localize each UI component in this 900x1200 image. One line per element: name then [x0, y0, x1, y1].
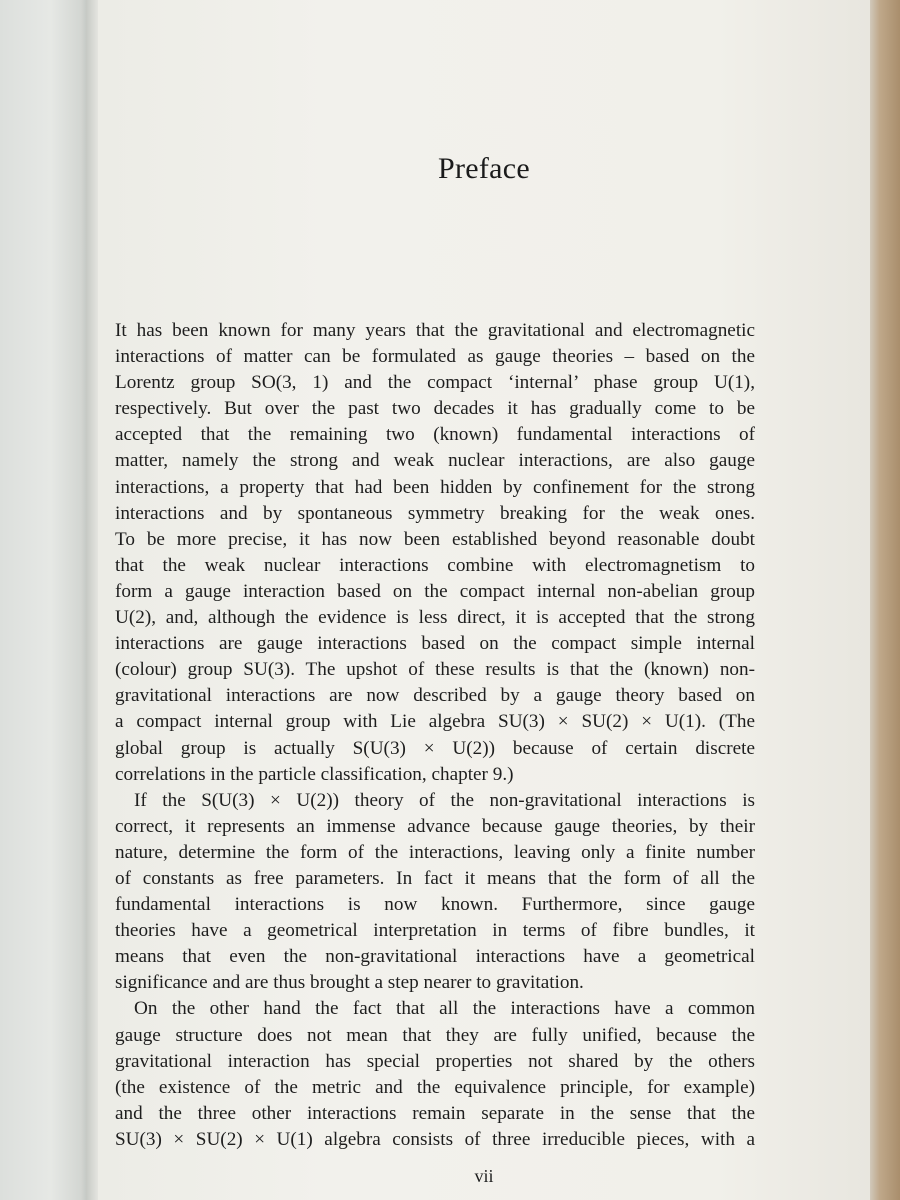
text-line: (the existence of the metric and the equivalence principle, for example) — [115, 1076, 755, 1098]
right-page-edge — [866, 0, 900, 1200]
text-line: (colour) group SU(3). The upshot of these results is that the (known) non- — [115, 659, 755, 681]
text-line: On the other hand the fact that all the interactions have a common — [134, 998, 755, 1020]
text-line: nature, determine the form of the interactions, leaving only a finite number — [115, 841, 755, 863]
text-line: interactions of matter can be formulated as gauge theories – based on the — [115, 346, 755, 368]
preface-body — [115, 318, 755, 1153]
paragraph-1 — [115, 318, 755, 788]
text-line: Lorentz group SO(3, 1) and the compact ‘internal’ phase group U(1), — [115, 372, 755, 394]
text-line: a compact internal group with Lie algebra SU(3) × SU(2) × U(1). (The — [115, 711, 755, 733]
text-line: accepted that the remaining two (known) fundamental interactions of — [115, 424, 755, 446]
text-line: gravitational interaction has special properties not shared by the others — [115, 1050, 755, 1072]
text-line: interactions, a property that had been hidden by confinement for the strong — [115, 476, 755, 498]
text-line: form a gauge interaction based on the compact internal non-abelian group — [115, 580, 755, 602]
text-line: matter, namely the strong and weak nuclear interactions, are also gauge — [115, 450, 755, 472]
text-line: and the three other interactions remain separate in the sense that the — [115, 1102, 755, 1124]
text-line: means that even the non-gravitational interactions have a geometrical — [115, 946, 755, 968]
previous-page-edge — [0, 0, 92, 1200]
text-line: interactions are gauge interactions based on the compact simple internal — [115, 633, 755, 655]
text-line: of constants as free parameters. In fact it means that the form of all the — [115, 867, 755, 889]
paragraph-2 — [115, 788, 755, 997]
text-line: SU(3) × SU(2) × U(1) algebra consists of three irreducible pieces, with a — [115, 1128, 755, 1150]
page-number: vii — [474, 1166, 494, 1186]
text-line: fundamental interactions is now known. Furthermore, since gauge — [115, 894, 755, 916]
paragraph-3 — [115, 996, 755, 1153]
text-line: theories have a geometrical interpretation in terms of fibre bundles, it — [115, 920, 755, 942]
text-line: significance and are thus brought a step nearer to gravitation. — [115, 972, 584, 994]
text-line: gauge structure does not mean that they are fully unified, because the — [115, 1024, 755, 1046]
text-line: U(2), and, although the evidence is less direct, it is accepted that the strong — [115, 607, 755, 629]
text-line: interactions and by spontaneous symmetry breaking for the weak ones. — [115, 502, 755, 524]
text-line: gravitational interactions are now described by a gauge theory based on — [115, 685, 755, 707]
text-line: To be more precise, it has now been established beyond reasonable doubt — [115, 528, 755, 550]
page-title: Preface — [437, 152, 531, 185]
text-line: correlations in the particle classification, chapter 9.) — [115, 763, 514, 785]
text-line: that the weak nuclear interactions combine with electromagnetism to — [115, 554, 755, 576]
text-line: correct, it represents an immense advance because gauge theories, by their — [115, 815, 755, 837]
text-line: global group is actually S(U(3) × U(2)) because of certain discrete — [115, 737, 755, 759]
text-line: If the S(U(3) × U(2)) theory of the non-gravitational interactions is — [134, 789, 755, 811]
text-line: It has been known for many years that the gravitational and electromagnetic — [115, 320, 755, 341]
book-page — [98, 0, 870, 1200]
text-line: respectively. But over the past two decades it has gradually come to be — [115, 398, 755, 420]
